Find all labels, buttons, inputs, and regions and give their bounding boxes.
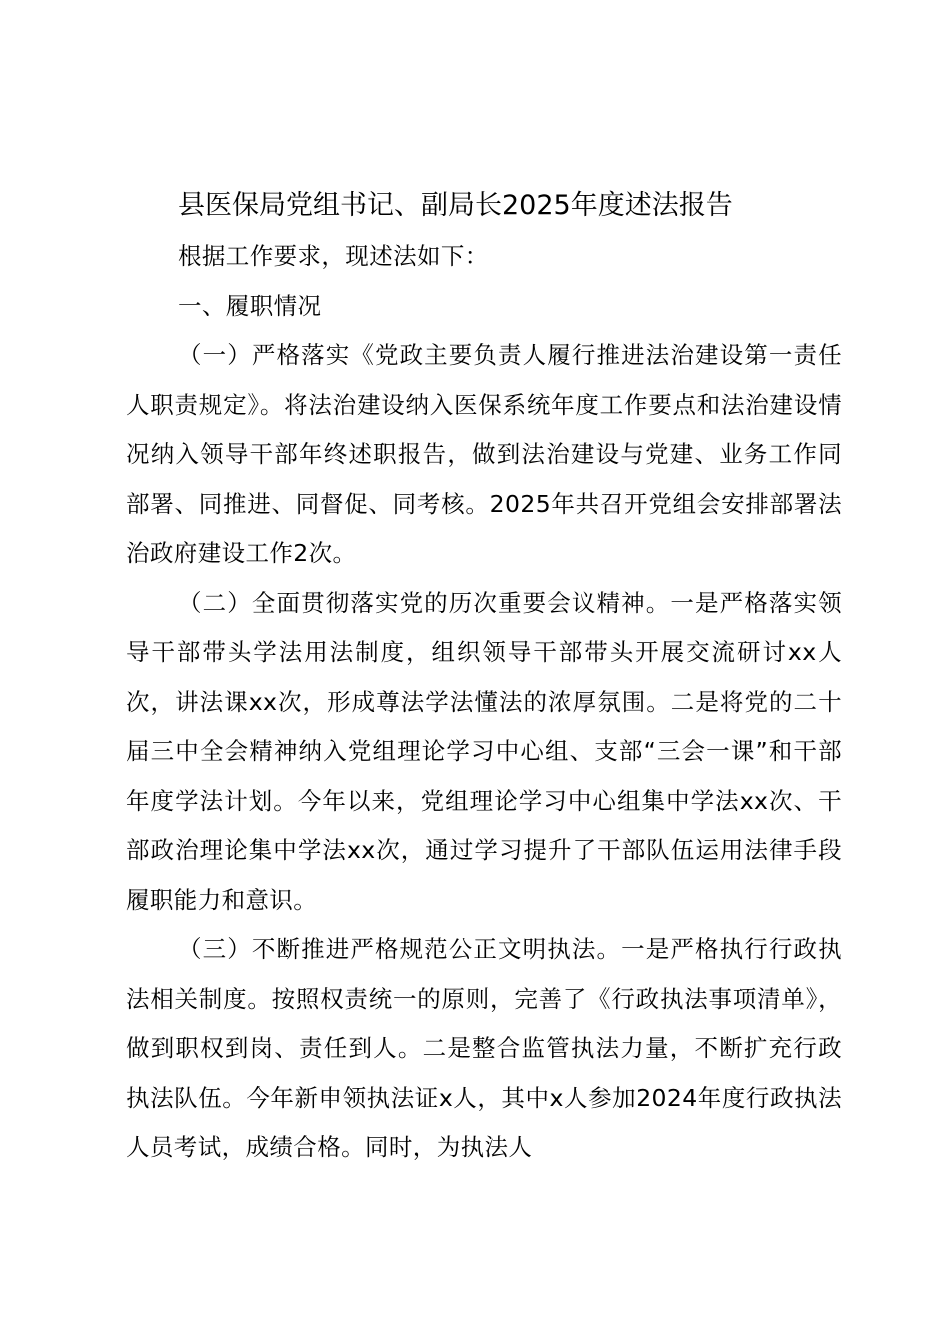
- paragraph-3: （三）不断推进严格规范公正文明执法。一是严格执行行政执法相关制度。按照权责统一的原则，完善了《行政执法事项清单》，做到职权到岗、责任到人。二是整合监管执法力量，不断扩充行政执法队伍。今年新申领执法证x人，其中x人参加2024年度行政执法人员考试，成绩合格。同时，为执法人: [126, 935, 842, 1161]
- document-body: [126, 232, 842, 1173]
- intro-paragraph: 根据工作要求，现述法如下：: [178, 242, 489, 270]
- document-title: 县医保局党组书记、副局长2025年度述法报告: [178, 190, 733, 221]
- paragraph-1: （一）严格落实《党政主要负责人履行推进法治建设第一责任人职责规定》。将法治建设纳入医保系统年度工作要点和法治建设情况纳入领导干部年终述职报告，做到法治建设与党建、业务工作同部署、同推进、同督促、同考核。2025年共召开党组会安排部署法治政府建设工作2次。: [126, 341, 842, 567]
- paragraph-2: （二）全面贯彻落实党的历次重要会议精神。一是严格落实领导干部带头学法用法制度，组织领导干部带头开展交流研讨xx人次，讲法课xx次，形成尊法学法懂法的浓厚氛围。二是将党的二十届三中全会精神纳入党组理论学习中心组、支部“三会一课”和干部年度学法计划。今年以来，党组理论学习中心组集中学法xx次、干部政治理论集中学法xx次，通过学习提升了干部队伍运用法律手段履职能力和意识。: [126, 588, 842, 914]
- section-heading: 一、履职情况: [178, 291, 322, 320]
